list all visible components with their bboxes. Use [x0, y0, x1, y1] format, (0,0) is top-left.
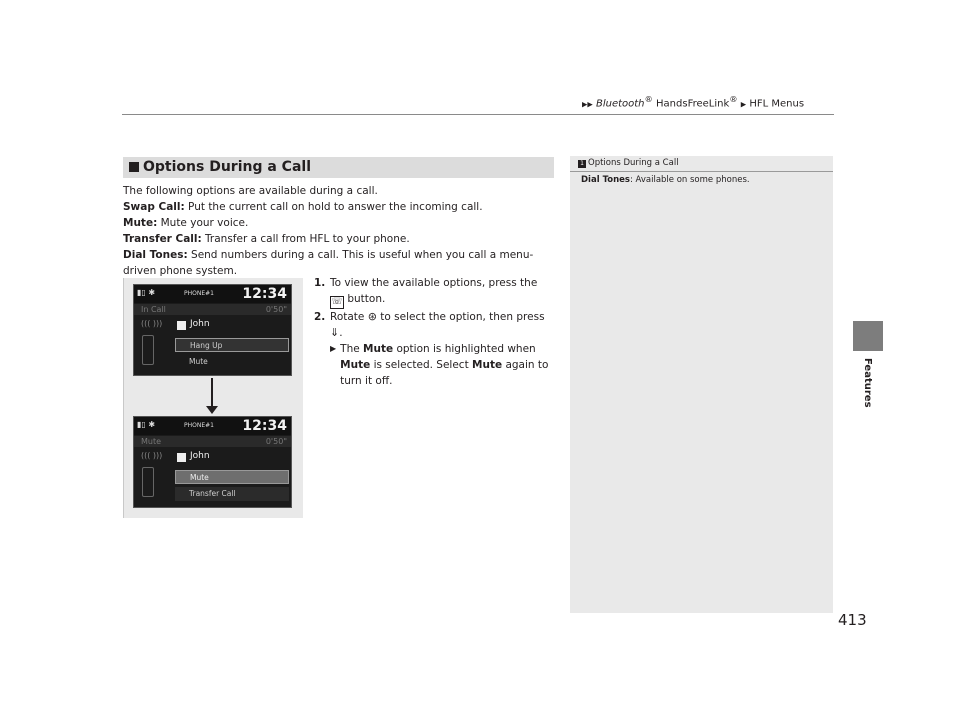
section-heading: [123, 157, 554, 178]
breadcrumb-arrow-icon: ▶: [740, 100, 747, 109]
contact-name: John: [190, 319, 210, 329]
header-rule: [122, 114, 834, 115]
option-hang-up[interactable]: Hang Up: [175, 338, 289, 352]
handset-icon: [142, 467, 154, 497]
option-swap-call: Swap Call: Put the current call on hold to answer the incoming call.: [123, 201, 483, 213]
breadcrumb-handsfreelink: HandsFreeLink: [652, 98, 730, 110]
breadcrumb-arrow-icon: ▶▶: [582, 100, 593, 109]
call-state-bar: [134, 304, 291, 315]
contact-icon: [177, 453, 186, 462]
breadcrumb-hfl-menus: HFL Menus: [749, 98, 805, 110]
phone-name: PHONE#1: [184, 290, 214, 297]
option-transfer-call-item[interactable]: Transfer Call: [175, 487, 289, 501]
call-duration: 0'50": [265, 305, 287, 314]
screen-status-bar: [134, 417, 291, 435]
note-number-icon: 1: [578, 160, 586, 168]
option-transfer-call: Transfer Call: Transfer a call from HFL to your phone.: [123, 233, 410, 245]
signal-bluetooth-icon: ▮▯ ✱: [137, 420, 156, 429]
step-2-note: ▶ The Mute option is highlighted when Mute is selected. Select Mute again to turn it off.: [330, 343, 549, 387]
step-2: 2. Rotate ⊛ to select the option, then press ⇓.: [314, 310, 545, 339]
breadcrumb-bluetooth: Bluetooth: [595, 98, 645, 110]
option-mute-item[interactable]: Mute: [175, 470, 289, 484]
breadcrumb-reg2: ®: [729, 94, 738, 104]
contact-icon: [177, 321, 186, 330]
arrow-head-icon: [206, 406, 218, 414]
call-state: In Call: [141, 305, 166, 314]
signal-bluetooth-icon: ▮▯ ✱: [137, 288, 156, 297]
side-label: Features: [862, 358, 873, 408]
steps: [314, 275, 554, 389]
intro-paragraph: The following options are available during a call.: [123, 185, 378, 197]
section-tab: [853, 321, 883, 351]
step-1: 1. To view the available options, press the ☏ button.: [314, 277, 538, 307]
knob-icon: ⊛: [367, 310, 377, 323]
breadcrumb: [582, 94, 804, 109]
screen-in-call: [133, 284, 292, 376]
clock: 12:34: [242, 418, 287, 434]
call-duration: 0'50": [265, 437, 287, 446]
section-title: Options During a Call: [143, 159, 311, 175]
call-state: Mute: [141, 437, 162, 446]
breadcrumb-reg1: ®: [644, 94, 653, 104]
call-waves-icon: ((( ))): [141, 319, 163, 328]
call-state-bar: [134, 436, 291, 447]
clock: 12:34: [242, 286, 287, 302]
option-mute-item[interactable]: Mute: [189, 357, 208, 366]
screen-status-bar: [134, 285, 291, 303]
call-waves-icon: ((( ))): [141, 451, 163, 460]
note-title: 1 Options During a Call: [578, 158, 679, 168]
phone-icon: ☏: [331, 297, 343, 307]
square-bullet-icon: [129, 162, 139, 172]
phone-name: PHONE#1: [184, 422, 214, 429]
option-dial-tones: Dial Tones: Send numbers during a call. This is useful when you call a menu-driven phone system.: [123, 249, 534, 277]
note-rule: [570, 171, 833, 172]
press-icon: ⇓: [330, 326, 340, 339]
triangle-bullet-icon: ▶: [330, 344, 337, 353]
body-text: [123, 183, 558, 279]
note-box: [570, 156, 833, 613]
option-mute: Mute: Mute your voice.: [123, 217, 249, 229]
screen-mute: [133, 416, 292, 508]
note-text: Dial Tones: Available on some phones.: [581, 175, 750, 185]
contact-name: John: [190, 451, 210, 461]
page-number: 413: [838, 611, 867, 629]
handset-icon: [142, 335, 154, 365]
